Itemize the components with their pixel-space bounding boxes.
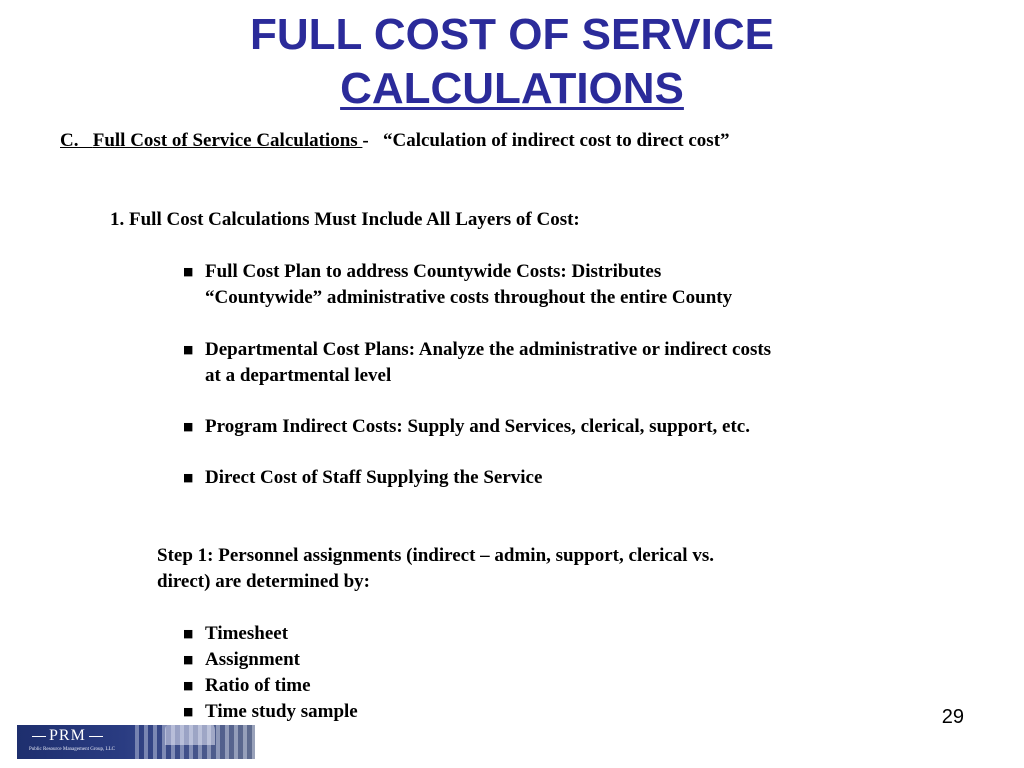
step-bullet-item	[183, 621, 288, 647]
section-title: Full Cost of Service Calculations	[92, 130, 363, 151]
step-1-line: Step 1: Personnel assignments (indirect – admin, support, clerical vs.	[157, 545, 714, 566]
point-1-heading: 1. Full Cost Calculations Must Include All Layers of Cost:	[110, 209, 580, 230]
bullet-marker-icon: ■	[183, 705, 194, 718]
section-quote: “Calculation of indirect cost to direct cost”	[383, 130, 730, 151]
bullet-marker-icon: ■	[183, 679, 194, 692]
section-letter: C.	[60, 130, 79, 151]
bullet-item	[183, 259, 732, 311]
bullet-item	[183, 414, 750, 440]
step-1-line: direct) are determined by:	[157, 571, 370, 592]
prm-logo	[17, 725, 255, 759]
bullet-item	[183, 465, 542, 491]
bullet-marker-icon: ■	[183, 343, 194, 356]
bullet-text: Full Cost Plan to address Countywide Costs: Distributes	[205, 261, 662, 282]
logo-subtitle: Public Resource Management Group, LLC	[29, 747, 115, 752]
step-bullet-item	[183, 699, 358, 725]
bullet-item	[183, 337, 771, 389]
logo-name: PRM	[29, 727, 106, 745]
bullet-marker-icon: ■	[183, 420, 194, 433]
bullet-marker-icon: ■	[183, 471, 194, 484]
bullet-text: “Countywide” administrative costs throughout the entire County	[205, 287, 733, 308]
bullet-marker-icon: ■	[183, 265, 194, 278]
step-bullet-item	[183, 647, 300, 673]
dome-graphic	[165, 725, 215, 745]
section-heading	[60, 130, 730, 152]
step-bullet-text: Ratio of time	[205, 675, 311, 696]
bullet-text: at a departmental level	[205, 365, 392, 386]
step-bullet-text: Timesheet	[205, 623, 289, 644]
step-1-text	[157, 543, 714, 595]
bullet-marker-icon: ■	[183, 653, 194, 666]
step-bullet-text: Assignment	[205, 649, 301, 670]
section-dash: -	[362, 130, 369, 151]
bullet-text: Direct Cost of Staff Supplying the Service	[205, 467, 543, 488]
step-bullet-text: Time study sample	[205, 701, 358, 722]
bullet-marker-icon: ■	[183, 627, 194, 640]
step-bullet-item	[183, 673, 311, 699]
slide-title	[0, 8, 1024, 116]
title-line-1: FULL COST OF SERVICE	[250, 10, 774, 59]
title-line-2: CALCULATIONS	[340, 64, 684, 113]
bullet-text: Program Indirect Costs: Supply and Services, clerical, support, etc.	[205, 416, 750, 437]
page-number: 29	[941, 706, 964, 728]
bullet-text: Departmental Cost Plans: Analyze the administrative or indirect costs	[205, 339, 772, 360]
